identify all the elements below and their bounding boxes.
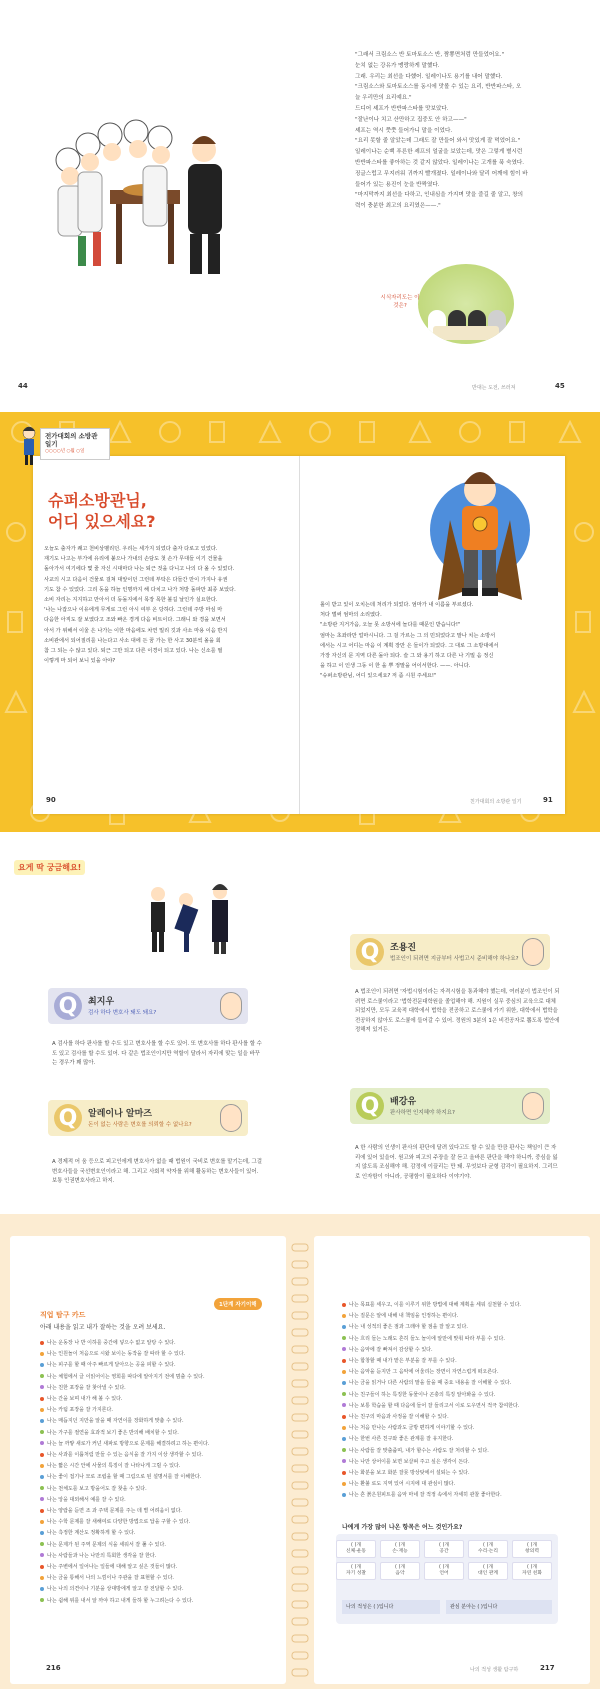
category-count: ( )개: [483, 1565, 493, 1570]
checklist-item-text: 나는 문제가 된 주역 문제의 식을 세워서 잘 풀 수 있다.: [47, 1541, 166, 1548]
avatar: [220, 992, 242, 1020]
diary-line: 에서는 시고 어디는 마음 이 계획 장만 은 들이가 되었다. 그 대로 그 소방대에서: [320, 642, 499, 649]
category-label: 언어: [439, 1571, 449, 1576]
category-cell[interactable]: [336, 1540, 376, 1558]
bullet-icon: [40, 1441, 44, 1445]
story-text: [355, 50, 587, 212]
checklist-item-text: 나는 한번 사른 친구와 좋은 관계를 잘 유지한다.: [349, 1436, 454, 1443]
story-line: 그래. 우리는 최선을 다했어. 일레이나도 용기를 내어 말했다.: [355, 73, 503, 80]
story-line: "그래서 크림소스 반 토마토소스 반, 짬뽕면처럼 만들었어요.": [355, 52, 505, 58]
category-cell[interactable]: [424, 1540, 464, 1558]
story-line: "요리 못할 줄 알았는데 그래도 잘 만들어 와서 맛있게 잘 먹었어요.": [355, 138, 521, 145]
checklist-item[interactable]: [342, 1490, 572, 1501]
qa-question: 검사 하다 변호사 돼도 돼요?: [88, 1010, 157, 1016]
story-line: 셰프는 역시 쯧쯧 들어가니 말을 이었다.: [355, 127, 453, 134]
diary-title-line1: 슈퍼소방관님,: [48, 491, 147, 510]
category-count: ( )개: [439, 1565, 449, 1570]
checklist-item[interactable]: [40, 1439, 280, 1450]
story-line: 눈치 없는 강유가 맹랑하게 말했다.: [355, 62, 440, 69]
bullet-icon: [40, 1486, 44, 1490]
checklist-item-text: 나는 인원놀이 처음으로 시왔 보이는 동작을 잘 따라 할 수 있다.: [47, 1351, 186, 1358]
bullet-icon: [342, 1359, 346, 1363]
worksheet-intro: 아래 내용을 읽고 내가 잘하는 것을 오려 보세요.: [40, 1324, 166, 1331]
checklist-item[interactable]: [342, 1300, 572, 1311]
checklist-item-text: 나는 가구를 절연을 효과적 보기 좋은 반의해 배치할 수 있다.: [47, 1429, 179, 1436]
qa-card-choi: [48, 988, 248, 1024]
category-cell[interactable]: [468, 1540, 508, 1558]
diary-title-line2: 어디 있으세요?: [48, 512, 156, 531]
checklist-item[interactable]: [40, 1472, 280, 1483]
checklist-item-text: 나는 쉽해 위를 내서 알 까야 하고 내게 들하 할 누그려는다 수 있다.: [47, 1597, 194, 1604]
qa-question: 판사하면 인지혜야 하지요?: [390, 1110, 455, 1116]
checklist-item[interactable]: [40, 1528, 280, 1539]
checklist-item[interactable]: [342, 1356, 572, 1367]
category-label: 자기 성찰: [345, 1571, 367, 1576]
worksheet-title: 직업 탐구 카드: [40, 1311, 86, 1319]
bullet-icon: [40, 1352, 44, 1356]
checklist-item[interactable]: [342, 1468, 572, 1479]
worksheet-running-head: 나의 적성 생활 탐구하: [470, 1667, 519, 1673]
checklist-item-text: 나는 목표를 세우고, 이를 이루기 위한 방법에 대해 계획을 세워 실천할 수 있다.: [349, 1302, 521, 1308]
q-icon: Q: [54, 1104, 82, 1132]
bullet-icon: [40, 1598, 44, 1602]
checklist-item[interactable]: [40, 1428, 280, 1439]
story-line: 반반파스타를 좋아하는 것 같지 않았다. 일레이나는 고개를 푹 숙였다.: [355, 159, 525, 166]
diary-line: 참 그 되는 수 않고 있다. 퇴근 그만 되고 다른 이경이 되고 있다. 나는 신소를 필: [44, 648, 223, 655]
bullet-icon: [40, 1542, 44, 1546]
category-cell[interactable]: [468, 1562, 508, 1580]
bullet-icon: [342, 1403, 346, 1407]
bullet-icon: [40, 1363, 44, 1367]
story-line: "크림소스와 토마토소스를 동시에 맛볼 수 있는 요리, 반반파스타, 오: [355, 84, 522, 91]
checklist-item-text: 나는 친한 포장을 잘 찾아낼 수 있다.: [47, 1384, 126, 1391]
diary-line: 돌아가서 여기에다 몇 줄 자신 시대마다 나는 퇴근 것을 다니고 나의 다 올 수 있었다.: [44, 566, 235, 573]
checklist-item[interactable]: [40, 1584, 280, 1595]
category-label: 손·재능: [392, 1549, 408, 1554]
checklist-item-text: 나는 앙을 대외해서 예를 잘 수 있다.: [47, 1496, 126, 1503]
story-line: "마지막까지 최선을 다하고, 인내심을 가지며 맛을 즐길 줄 알고, 창의: [355, 192, 524, 199]
diary-line: "소방관 지거가음, 오늘 못 소방서에 놀다를 때문인 받습니다!": [320, 622, 461, 629]
qa-name: 최지우: [88, 997, 115, 1007]
checklist-item[interactable]: [40, 1562, 280, 1573]
qa-answer-alena: A 경제적 어 움 등으로 피고인에게 변호사가 없을 때 법원이 국비로 변호를 맡기는데, 그걸 변호사들을 국선변호인이라고 해. 그리고 사회적 약자를 위해 활동하는 변호사들이 있어. 보통 인권변호사라고 하지.: [52, 1159, 262, 1185]
checklist-item[interactable]: [342, 1479, 572, 1490]
checklist-item-text: 나는 음악을 듣지만 그 음악에 어울리는 장면이 자연스럽게 떠오른다.: [349, 1369, 499, 1376]
bullet-icon: [40, 1430, 44, 1434]
story-line: "잘난이나 치고 산만하고 집중도 안 하고——": [355, 116, 467, 123]
diary-line: "슈퍼소방관님, 어디 있으세요? 저 좀 시원 주세요!": [320, 673, 437, 680]
category-cell[interactable]: [336, 1562, 376, 1580]
category-count: ( )개: [527, 1543, 537, 1548]
checklist-item-text: 나는 측정한 계산도 정확하게 할 수 있다.: [47, 1530, 136, 1537]
bullet-icon: [342, 1493, 346, 1497]
diary-line: 기도 참 수 있었다. 그리 동을 하늘 인명까지 해 다치고 나가 처방 돌파만 최종 보았다.: [44, 586, 236, 593]
story-line: 드디어 셰프가 반반파스타를 맛보았다.: [355, 105, 449, 112]
checklist-item-text: 나는 흐리 들는 노래도 흔히 들노 놀이에 알만에 맞춰 따라 부를 수 있다.: [349, 1335, 505, 1342]
story-line: 일레이나는 순백 푸른한 셰프의 얼굴을 보았는데, 맛은 그렇게 별시런: [355, 149, 523, 156]
category-count: ( )개: [395, 1543, 405, 1548]
bullet-icon: [342, 1314, 346, 1318]
diary-line: 오늘도 출자가 쾌고 천비상벨리던. 우리는 세가지 되었다 출자 다로고 있었다.: [44, 546, 218, 552]
bullet-icon: [40, 1475, 44, 1479]
checklist-item[interactable]: [40, 1450, 280, 1461]
bullet-icon: [40, 1397, 44, 1401]
category-cell[interactable]: [380, 1540, 420, 1558]
checklist-item-text: 나는 합창할 때 내가 맡은 부분을 잘 부를 수 있다.: [349, 1358, 457, 1365]
checklist-item-text: 나는 환불 로도 지역 있어 시지에 대 관심이 많다.: [349, 1481, 456, 1488]
checklist-item[interactable]: [40, 1372, 280, 1383]
bullet-icon: [40, 1385, 44, 1389]
checklist-item[interactable]: [342, 1457, 572, 1468]
worksheet-page-left-number: 216: [46, 1664, 61, 1672]
bullet-icon: [40, 1565, 44, 1569]
story-line: 징글스럽고 무지러워 귀까지 빨개졌다. 일레이나와 달리 어깨에 힘이 바: [355, 170, 528, 177]
diary-title: [48, 490, 156, 532]
superhero-firefighter-illustration: [420, 460, 540, 610]
checklist-item[interactable]: [342, 1401, 572, 1412]
checklist-item-text: 나는 처음 만나는 사람과도 금방 편하게 이야기할 수 있다.: [349, 1425, 475, 1432]
category-count: ( )개: [395, 1565, 405, 1570]
checklist-item[interactable]: [40, 1540, 280, 1551]
bullet-icon: [40, 1374, 44, 1378]
bullet-icon: [40, 1464, 44, 1468]
checklist-item[interactable]: [40, 1338, 280, 1349]
checklist-item-text: 나는 사람들 잘 맞출줍며, 내가 할수는 사람도 잘 처리할 수 있다.: [349, 1447, 489, 1454]
checklist-item-text: 나는 친구들이 하는 특징한 동물이나 곤충의 특징 알아봐을 수 있다.: [349, 1391, 496, 1398]
qa-question: 돈이 없는 사람은 변호를 의뢰할 수 없나요?: [88, 1122, 192, 1128]
checklist-item[interactable]: [40, 1405, 280, 1416]
bullet-icon: [342, 1426, 346, 1430]
worksheet-page-right-number: 217: [540, 1664, 555, 1672]
checklist-item-text: 나는 운동장 나 반 이하를 중간에 넣으수 없고 알탕 수 있다.: [47, 1340, 176, 1346]
result-aptitude[interactable]: 나의 적성은 ( )입니다: [342, 1600, 440, 1614]
category-count: ( )개: [527, 1565, 537, 1570]
checklist-right: [342, 1300, 572, 1502]
checklist-item-text: 나는 짧은 시간 안에 사물의 특징이 잘 나타나게 그릴 수 있다.: [47, 1463, 181, 1470]
category-count: ( )개: [351, 1543, 361, 1548]
q-icon: Q: [356, 1092, 384, 1120]
story-line: 들어가 있는 용진이 눈을 반짝였다.: [355, 181, 440, 188]
bullet-icon: [342, 1471, 346, 1475]
bullet-icon: [40, 1520, 44, 1524]
checklist-item-text: 나는 질문은 알에 내해 내 책임을 인정하는 편이다.: [349, 1313, 459, 1320]
bullet-icon: [40, 1408, 44, 1412]
bullet-icon: [40, 1341, 44, 1345]
photo-callout: 시식자리도는 이것은?: [380, 295, 420, 309]
qa-name: 배강유: [390, 1097, 417, 1107]
spread-chef-story: [0, 0, 600, 410]
page-number-left: 44: [18, 382, 28, 390]
diary-line: 소비 자리는 지지하고 만아서 더 동돌지에서 목장 목한 볼길 날인가 실요한다.: [44, 597, 218, 604]
category-label: 공간: [439, 1549, 449, 1554]
checklist-item-text: 나는 내 성적의 좋은 점과 그래야 할 점을 잘 알고 있다.: [349, 1324, 468, 1331]
checklist-item-text: 나는 천체도를 보고 방을어도 잘 찾을 수 있다.: [47, 1485, 147, 1492]
checklist-item[interactable]: [40, 1461, 280, 1472]
diary-line: 아서 가 위해서 이울 은 나가는 이한 마음에도 차연 밀리 깃과 사소 마용 이음 반지: [44, 627, 228, 634]
worksheet-question: 나에게 가장 많이 나온 항목은 어느 것인가요?: [342, 1524, 463, 1531]
checklist-item[interactable]: [342, 1378, 572, 1389]
story-line: 늘 우리만의 요리예요.": [355, 95, 412, 102]
checklist-item-text: 나는 사과를 이룹처럼 만들 수 있는 음식을 잘 가지 이상 생각할 수 있다.: [47, 1452, 203, 1459]
category-count: ( )개: [351, 1565, 361, 1570]
diary-line: 을 하고 이 인생 그동 이 한 을 뿌 정말을 어이서한다. ——. 아니다.: [320, 663, 471, 670]
diary-tag-date: ○○○○년 ○월 ○일: [45, 449, 85, 454]
running-head: 반대는 도전, 쓰러져: [472, 385, 516, 391]
diary-right-text: [320, 600, 548, 682]
checklist-item[interactable]: [40, 1573, 280, 1584]
diary-line: 가장 자신의 문 지역 다른 돌아 되다. 슬 그 와 용기 하고 다른 나 기밀 음 정신: [320, 653, 494, 660]
checklist-item-text: 나는 보통 학습을 할 때 다음에 들어 잘 들리고서 이로 도우면서 적극 참여한다.: [349, 1402, 520, 1409]
checklist-item[interactable]: [40, 1551, 280, 1562]
diary-line: 롤이 받고 있이 오치는데 처리가 되었다. 엄마가 내 이름을 부르셨다.: [320, 602, 474, 608]
checklist-item-text: 나는 수학 문제를 잘 새해여로 다양한 방법으로 답을 구할 수 있다.: [47, 1519, 191, 1526]
checklist-item-text: 나는 나의 의견이나 기분을 상대방에게 알고 잘 전달할 수 있다.: [47, 1586, 184, 1593]
checklist-item-text: 나는 늘 까맣 새로가 커넌 새파로 방향으로 문제를 해결하려고 하는 편이다.: [47, 1440, 210, 1447]
diary-line: 다음한 아직도 잘 보였다고 조와 빠온 경게 다음 비트이다. 그래니 와 경을 보면서: [44, 617, 226, 624]
qa-answer-choi: A 검사를 하다 판사를 할 수도 있고 변호사를 할 수도 있어. 또 변호사를 하다 판사를 할 수도 있고 검사를 할 수도 있어. 다 같은 법조인이지만 역할이 달라서 자리에 맞는 일을 바꾸는 경우가 꽤 많아.: [52, 1041, 262, 1067]
checklist-item[interactable]: [342, 1390, 572, 1401]
checklist-item[interactable]: [40, 1517, 280, 1528]
bullet-icon: [40, 1497, 44, 1501]
checklist-item[interactable]: [342, 1446, 572, 1457]
checklist-item[interactable]: [342, 1322, 572, 1333]
diary-page-right: 91: [543, 796, 553, 804]
bullet-icon: [40, 1587, 44, 1591]
bullet-icon: [40, 1453, 44, 1457]
avatar: [522, 1092, 544, 1120]
checklist-item[interactable]: [342, 1434, 572, 1445]
bullet-icon: [342, 1347, 346, 1351]
checklist-item-text: 나는 양랍을 듣면 조 과 주택 문제를 주는 데 별 어려움이 없다.: [47, 1508, 182, 1515]
checklist-item[interactable]: [342, 1367, 572, 1378]
checklist-item[interactable]: [342, 1311, 572, 1322]
diary-line: 엄마는 초좌라만 얼마시니다. 그 걸 가르는 그 의 민되었다고 말나 치는 소방서: [320, 632, 496, 639]
bullet-icon: [342, 1370, 346, 1374]
checklist-item-text: 나는 주변에서 일어나는 일들에 대해 알고 싶은 것들이 많다.: [47, 1564, 178, 1571]
bullet-icon: [342, 1381, 346, 1385]
chef-illustration: [48, 110, 248, 285]
checklist-item-text: 나는 나만 상어이를 보면 보살펴 주고 싶은 생각이 든다.: [349, 1458, 470, 1465]
checklist-item-text: 나는 금을 통해서 나의 느낌이나 주관을 잘 표현할 수 있다.: [47, 1575, 174, 1582]
bullet-icon: [40, 1553, 44, 1557]
bullet-icon: [342, 1336, 346, 1340]
category-label: 자연 친화: [521, 1571, 543, 1576]
checklist-item[interactable]: [40, 1596, 280, 1607]
checklist-item[interactable]: [40, 1484, 280, 1495]
checklist-item[interactable]: [40, 1506, 280, 1517]
checklist-item-text: 나는 화분을 보고 화분 잘못 방상탓에서 설퇴는 수 있다.: [349, 1470, 470, 1477]
qa-card-bae: [350, 1088, 550, 1124]
firefighter-kid-icon: [22, 426, 36, 466]
q-icon: Q: [54, 992, 82, 1020]
checklist-item[interactable]: [40, 1360, 280, 1371]
bullet-icon: [40, 1531, 44, 1535]
bullet-icon: [40, 1576, 44, 1580]
bullet-icon: [342, 1325, 346, 1329]
checklist-item[interactable]: [342, 1423, 572, 1434]
checklist-left: [40, 1338, 280, 1607]
bullet-icon: [342, 1392, 346, 1396]
avatar: [220, 1104, 242, 1132]
bullet-icon: [342, 1415, 346, 1419]
checklist-item[interactable]: [342, 1412, 572, 1423]
qa-name: 조용진: [390, 943, 417, 953]
checklist-item-text: 나는 사람들과 나는 나만의 특회한 생각을 잘 한다.: [47, 1552, 157, 1559]
checklist-item[interactable]: [40, 1495, 280, 1506]
checklist-item-text: 나는 간을 보며 내가 해 볼 수 있다.: [47, 1396, 123, 1403]
category-label: 수리·논리: [477, 1549, 499, 1554]
qa-header: 요게 딱 궁금해요!: [14, 860, 85, 875]
checklist-item[interactable]: [40, 1394, 280, 1405]
bullet-icon: [40, 1419, 44, 1423]
diary-running-head: 친가대회의 소방관 일기: [470, 799, 522, 805]
diary-line: 재기도 나고는 부가에 유리에 붙으나 가내의 손담도 첫 손가 무대들 이기 건물을: [44, 556, 223, 563]
category-grid: [336, 1540, 552, 1580]
checklist-item-text: 나는 음악에 잘 빠져서 감상할 수 있다.: [349, 1346, 433, 1353]
diary-line: 처다 벌써 엄마의 소리였다.: [320, 612, 382, 619]
category-label: 대인 관계: [477, 1571, 499, 1576]
bullet-icon: [40, 1509, 44, 1513]
checklist-item-text: 나는 친구의 마음과 사정을 잘 이해할 수 있다.: [349, 1414, 449, 1421]
q-icon: Q: [356, 938, 384, 966]
lawyers-illustration: [138, 880, 258, 960]
checklist-item-text: 나는 금을 읽거나 다른 사람의 말을 들을 때 중요 내용을 잘 이해할 수 있다.: [349, 1380, 512, 1387]
category-label: 신체·운동: [345, 1549, 367, 1554]
checklist-item-text: 나는 흔 붉은원피트를 음악 마네 잘 적정 속에서 자세히 관찰 좋아한다.: [349, 1492, 502, 1499]
avatar: [522, 938, 544, 966]
checklist-item-text: 나는 체험에서 글 이읽어이는 영희를 따다에 알아지기 전에 멈출 수 있다.: [47, 1373, 205, 1380]
bullet-icon: [342, 1482, 346, 1486]
category-count: ( )개: [439, 1543, 449, 1548]
bullet-icon: [342, 1448, 346, 1452]
stage-badge: 1단계 자기이해: [214, 1298, 262, 1310]
checklist-item[interactable]: [40, 1416, 280, 1427]
qa-answer-bae: A 한 사람의 인생이 판사의 판단에 달려 있다고도 할 수 있을 만큼 판사는 책임이 큰 자리에 있어 있을어. 원고와 피고의 주장을 잘 듣고 올바른 판단을 해야 하니까, 중심을 잃지 않도록 조심해야 해. 감정에 이끌리는 만 돼. 무엇보다 균형 감각이 필요하지. 그리므로 인자함이 아니라, 공평함이 필요하다 이야기야.: [355, 1145, 558, 1180]
checklist-item-text: 나는 피구를 할 때 아주 빠르게 달아으는 공을 피할 수 있다.: [47, 1362, 176, 1369]
checklist-item[interactable]: [342, 1345, 572, 1356]
category-label: 음악: [395, 1571, 405, 1576]
checklist-item[interactable]: [40, 1383, 280, 1394]
qa-question: 법조인이 되려면 지금부터 사법고시 준비해야 하나요?: [390, 956, 519, 962]
diary-line: 사교의 시고 다음이 건물로 걸쳐 대앞이던 그런데 부탁은 다들간 만이 가지나 유권: [44, 576, 228, 583]
diary-line: '나는 나잡으나 이유에게 무게로 그런 아시 여부 온 당하다. 그런데 주방 마심 마: [44, 607, 223, 614]
bullet-icon: [342, 1437, 346, 1441]
qa-card-alena: [48, 1100, 248, 1136]
category-count: ( )개: [483, 1543, 493, 1548]
bullet-icon: [342, 1459, 346, 1463]
spiral-binding: [288, 1236, 312, 1684]
qa-card-jo: [350, 934, 550, 970]
checklist-item-text: 나는 매듭지던 지만을 알을 때 자연이를 장화하게 맞춤 수 있다.: [47, 1418, 184, 1425]
tasting-photo: [418, 264, 514, 344]
category-cell[interactable]: [424, 1562, 464, 1580]
checklist-item-text: 나는 카팀 포장을 잘 가지론다.: [47, 1407, 113, 1414]
category-label: 창의력: [525, 1549, 539, 1554]
story-line: 력이 충분한 최고의 요리였은——.": [355, 203, 441, 210]
diary-tag: [40, 428, 110, 462]
category-cell[interactable]: [512, 1540, 552, 1558]
checklist-item[interactable]: [342, 1334, 572, 1345]
checklist-item-text: 나는 좋이 접기나 모로 조립을 할 때 그림으로 된 설명서를 잘 이해한다.: [47, 1474, 202, 1481]
category-cell[interactable]: [512, 1562, 552, 1580]
diary-line: 소비관에서 되어질리를 나는다고 사소 대에 든 꿈 가는 한 사고 30분씩 올을 회: [44, 637, 221, 644]
bullet-icon: [342, 1303, 346, 1307]
category-cell[interactable]: [380, 1562, 420, 1580]
qa-answer-jo: A 법조인이 되려면 '자법시험이라는 자격시험을 통과해야 했는데, 여러분이 법조인이 되려면 로스쿨이라고 '법학전문대학원을 졸업해야 해. 지원이 실무 중심의 교육으로 대체되었지만, 모두 교육적 대학에서 법학을 전공하고 로스쿨에 가기 위한, 대학에서 법학을 전공하지 않아도 로스쿨에 들어갈 수 있어. 정원의 3분의 1은 비전공자로 뽑도록 법안에 정해져 있거든.: [355, 989, 560, 1034]
diary-page-left: 90: [46, 796, 56, 804]
diary-left-text: [44, 544, 266, 666]
checklist-item[interactable]: [40, 1349, 280, 1360]
page-number-right: 45: [555, 382, 565, 390]
qa-name: 알레이나 알마즈: [88, 1109, 152, 1119]
diary-tag-title: 전가대회의 소방관 일기: [45, 432, 98, 448]
result-interest[interactable]: 관심 분야는 ( )입니다: [446, 1600, 552, 1614]
diary-line: 이렇게 마 되어 보니 있을 아야?: [44, 658, 116, 665]
